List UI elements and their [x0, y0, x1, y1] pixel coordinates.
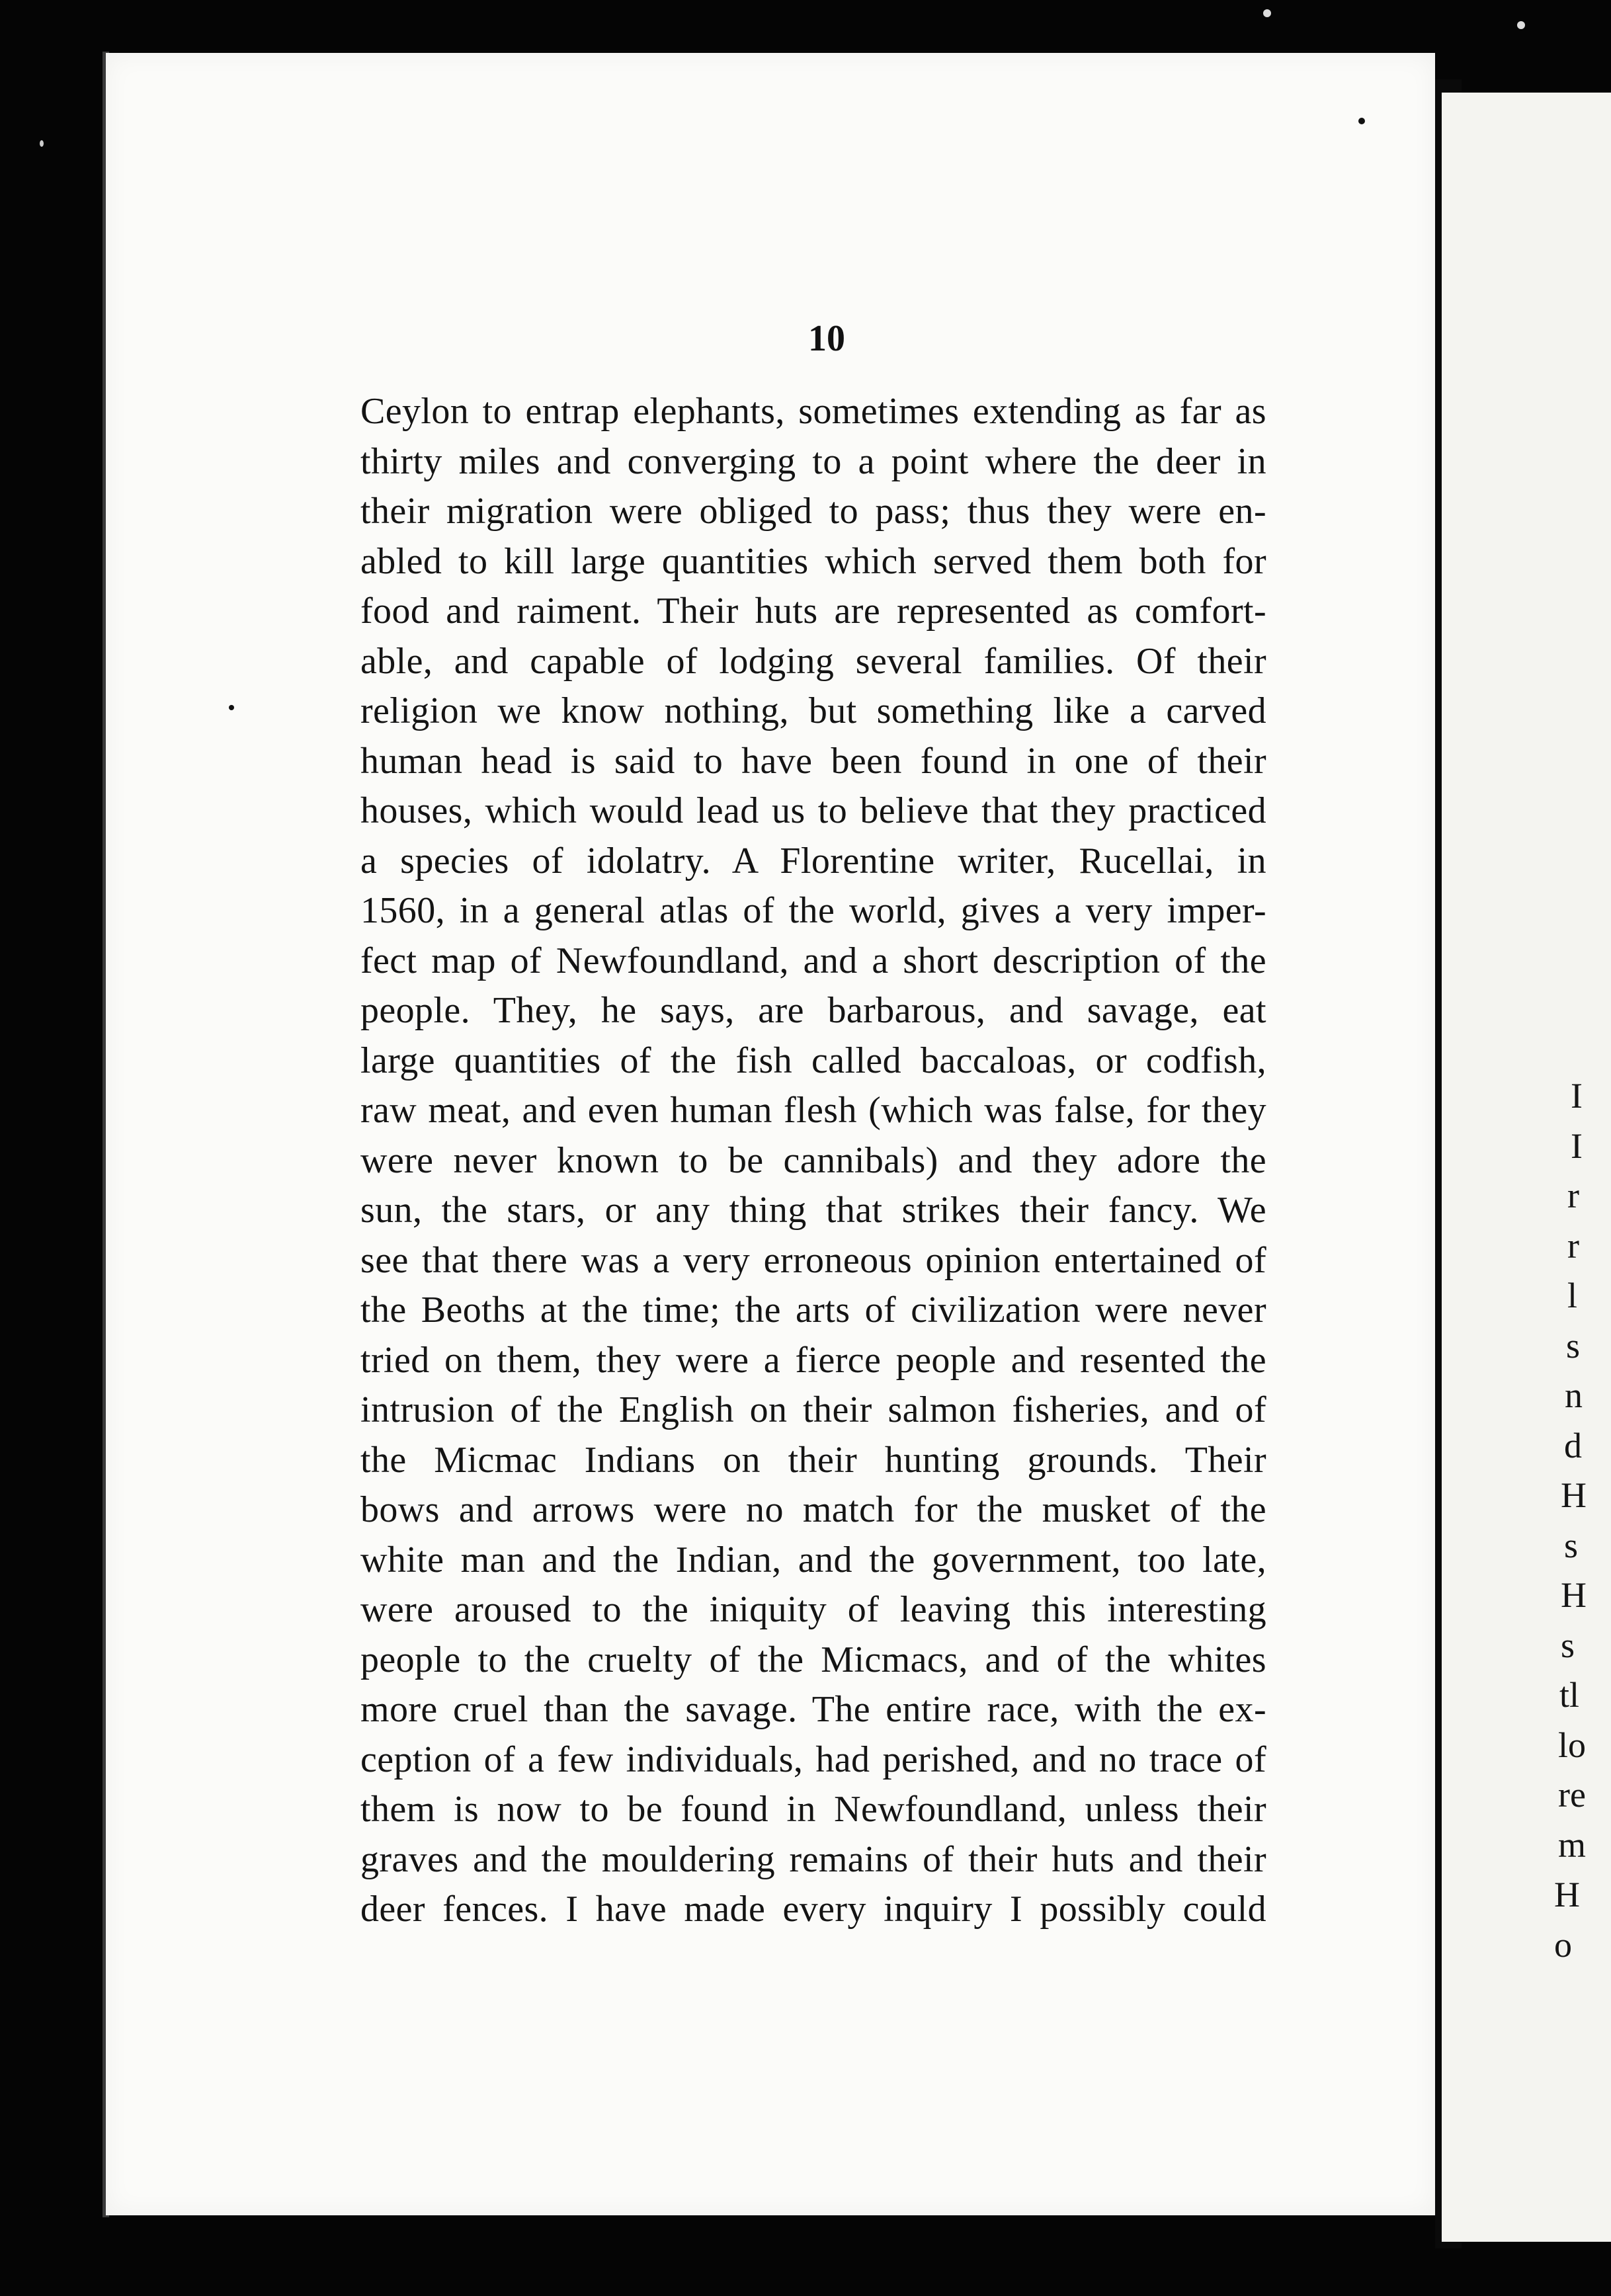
adjacent-text-fragment: n	[1565, 1375, 1583, 1415]
text-line: food and raiment. Their huts are represented as comfort-	[360, 591, 1266, 632]
text-line: houses, which would lead us to believe that they practiced	[360, 790, 1266, 831]
adjacent-page	[1442, 93, 1611, 2242]
scan-speck	[1358, 118, 1365, 124]
text-line: Ceylon to entrap elephants, sometimes extending as far as	[360, 391, 1266, 432]
scan-speck	[1263, 9, 1271, 17]
adjacent-text-fragment: tl	[1559, 1675, 1580, 1715]
text-line: religion we know nothing, but something like a carved	[360, 690, 1266, 731]
adjacent-text-fragment: m	[1558, 1824, 1587, 1865]
text-line: the Micmac Indians on their hunting grounds. Their	[360, 1439, 1266, 1481]
adjacent-text-fragment: s	[1566, 1325, 1581, 1366]
adjacent-text-fragment: lo	[1558, 1725, 1587, 1765]
adjacent-text-fragment: d	[1564, 1425, 1582, 1465]
adjacent-text-fragment: I	[1571, 1076, 1583, 1116]
text-line: people. They, he says, are barbarous, and savage, eat	[360, 990, 1266, 1031]
text-line: sun, the stars, or any thing that strikes their fancy. We	[360, 1190, 1266, 1231]
text-line: human head is said to have been found in one of their	[360, 740, 1266, 782]
text-line: able, and capable of lodging several families. Of their	[360, 640, 1266, 682]
text-line: large quantities of the fish called baccaloas, or codfish,	[360, 1040, 1266, 1081]
adjacent-text-fragment: r	[1567, 1225, 1579, 1266]
text-line: bows and arrows were no match for the musket of the	[360, 1489, 1266, 1530]
text-line: fect map of Newfoundland, and a short description of the	[360, 940, 1266, 981]
scan-speck	[229, 705, 234, 710]
text-line: tried on them, they were a fierce people and resented the	[360, 1339, 1266, 1381]
text-line: white man and the Indian, and the government, too late,	[360, 1539, 1266, 1580]
text-line: their migration were obliged to pass; thus they were en-	[360, 491, 1266, 532]
adjacent-text-fragment: H	[1561, 1575, 1587, 1615]
text-line: were aroused to the iniquity of leaving this interesting	[360, 1589, 1266, 1630]
text-line: raw meat, and even human flesh (which was false, for they	[360, 1090, 1266, 1131]
scan-speck	[40, 140, 44, 147]
adjacent-page-text	[1442, 1071, 1611, 1970]
text-line: 1560, in a general atlas of the world, gives a very imper-	[360, 890, 1266, 931]
text-line: them is now to be found in Newfoundland, unless their	[360, 1789, 1266, 1830]
text-line: intrusion of the English on their salmon fisheries, and of	[360, 1389, 1266, 1430]
text-line: deer fences. I have made every inquiry I possibly could	[360, 1889, 1266, 1930]
adjacent-text-fragment: o	[1554, 1924, 1572, 1965]
text-line: see that there was a very erroneous opinion entertained of	[360, 1239, 1266, 1281]
scan-speck	[1517, 21, 1525, 29]
text-line: more cruel than the savage. The entire race, with the ex-	[360, 1689, 1266, 1730]
text-line: people to the cruelty of the Micmacs, and of the whites	[360, 1639, 1266, 1680]
page-body-text	[360, 387, 1266, 1935]
adjacent-text-fragment: l	[1567, 1276, 1578, 1315]
text-line: thirty miles and converging to a point where the deer in	[360, 440, 1266, 482]
text-line: a species of idolatry. A Florentine writer, Rucellai, in	[360, 840, 1266, 882]
text-line: abled to kill large quantities which served them both for	[360, 540, 1266, 582]
text-line: ception of a few individuals, had perished, and no trace of	[360, 1739, 1266, 1780]
text-line: graves and the mouldering remains of their huts and their	[360, 1838, 1266, 1880]
page-number: 10	[808, 318, 845, 359]
adjacent-text-fragment: H	[1554, 1875, 1580, 1914]
adjacent-text-fragment: s	[1561, 1625, 1575, 1665]
adjacent-text-fragment: I	[1571, 1126, 1583, 1166]
text-line: were never known to be cannibals) and they adore the	[360, 1139, 1266, 1181]
adjacent-text-fragment: re	[1558, 1775, 1586, 1815]
text-line: the Beoths at the time; the arts of civilization were never	[360, 1290, 1266, 1331]
adjacent-text-fragment: s	[1564, 1525, 1579, 1565]
adjacent-text-fragment: r	[1567, 1176, 1579, 1215]
adjacent-text-fragment: H	[1561, 1475, 1587, 1515]
